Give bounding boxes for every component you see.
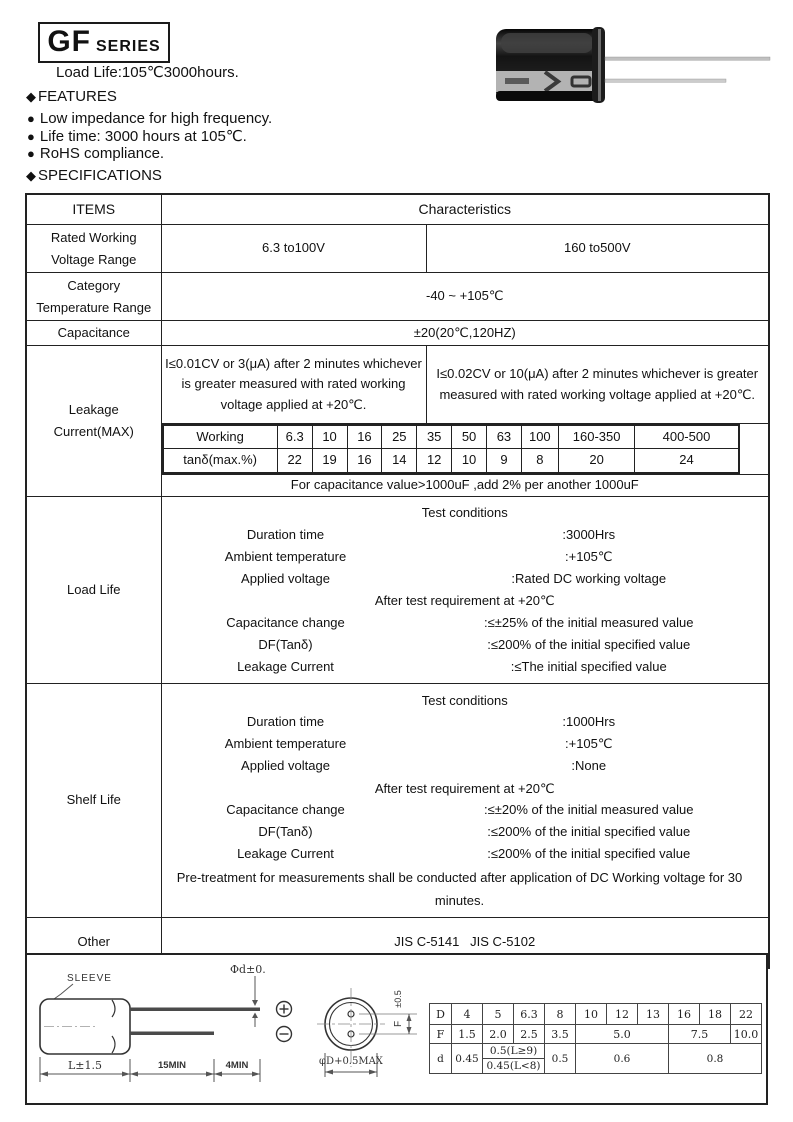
category-value-cell: -40 ~ +105℃ <box>161 273 769 321</box>
specifications-heading-label: SPECIFICATIONS <box>38 167 162 184</box>
spec-value: :+105℃ <box>565 548 613 564</box>
dim-d-value: 0.45(L<8) <box>483 1059 545 1074</box>
dim-d-value: 0.45 <box>452 1044 483 1074</box>
feature-text: Low impedance for high frequency. <box>39 110 273 128</box>
dim-row-F <box>430 1025 762 1044</box>
leakage-note-cell: For capacitance value>1000uF ,add 2% per another 1000uF <box>161 475 769 497</box>
spec-value: :≤200% of the initial specified value <box>487 636 691 652</box>
spec-line <box>162 844 769 866</box>
dim-D-value: 10 <box>576 1004 607 1025</box>
tan-values-row <box>163 449 739 474</box>
feature-text: RoHS compliance. <box>39 145 165 163</box>
spec-key: Duration time <box>246 714 325 730</box>
spec-line <box>162 734 769 756</box>
dim-row-D <box>430 1004 762 1025</box>
voltage-col: 63 <box>487 425 522 449</box>
spec-line <box>162 568 769 590</box>
voltage-label-line1: Rated Working <box>50 229 137 245</box>
lead-length-dim: 15MIN <box>158 1060 186 1071</box>
tan-delta-table <box>162 424 740 474</box>
dim-d-value: 0.5 <box>545 1044 576 1074</box>
tan-value: 10 <box>452 449 487 474</box>
category-label-cell <box>26 273 161 321</box>
spec-value: :3000Hrs <box>562 526 616 542</box>
dim-d-value: 0.6 <box>576 1044 669 1074</box>
features-heading-label: FEATURES <box>38 88 117 105</box>
test-conditions-title: Test conditions <box>421 692 508 708</box>
series-title-sub: SERIES <box>95 38 161 55</box>
capacitor-photo <box>488 20 788 110</box>
spec-key: Applied voltage <box>241 758 330 774</box>
spec-line <box>162 712 769 734</box>
tan-value: 16 <box>347 449 382 474</box>
spec-value: :≤The initial specified value <box>510 658 667 674</box>
load-life-label-cell: Load Life <box>26 497 161 684</box>
lead-tip-dim: 4MIN <box>225 1060 249 1071</box>
spec-key: Ambient temperature <box>224 736 347 752</box>
dim-D-value: 8 <box>545 1004 576 1025</box>
dim-label-F: F <box>430 1025 452 1044</box>
dim-F-value: 10.0 <box>731 1025 762 1044</box>
tan-value: 19 <box>312 449 347 474</box>
lead-spacing-label: F <box>393 1020 404 1028</box>
spec-value: :≤±20% of the initial measured value <box>484 802 694 818</box>
feature-item <box>27 145 272 163</box>
features-heading <box>26 88 117 105</box>
pretreatment-note: Pre-treatment for measurements shall be conducted after application of DC Working voltage for 30 minutes. <box>176 869 743 908</box>
dim-d-value: 0.8 <box>669 1044 762 1074</box>
bullet-icon: ● <box>27 111 35 127</box>
spec-value: :≤200% of the initial specified value <box>487 846 691 862</box>
dim-D-value: 12 <box>607 1004 638 1025</box>
specifications-heading <box>26 167 162 184</box>
after-test-title: After test requirement at +20℃ <box>374 780 555 796</box>
spec-value: :Rated DC working voltage <box>511 570 667 586</box>
lead-positive-drawing <box>130 1008 260 1012</box>
other-value-cell: JIS C-5141 JIS C-5102 <box>161 918 769 969</box>
voltage-col: 25 <box>382 425 417 449</box>
voltage-label-line2: Voltage Range <box>51 251 137 267</box>
dim-F-value: 5.0 <box>576 1025 669 1044</box>
spec-value: :+105℃ <box>565 736 613 752</box>
tan-value: 8 <box>521 449 558 474</box>
tan-value: 22 <box>277 449 312 474</box>
leakage-label-line1: Leakage <box>68 402 119 417</box>
front-diameter-label: φD+0.5MAX <box>319 1056 383 1067</box>
tan-value: 12 <box>417 449 452 474</box>
dim-D-value: 16 <box>669 1004 700 1025</box>
voltage-label-cell <box>26 225 161 273</box>
voltage-col: 35 <box>417 425 452 449</box>
spec-value: :1000Hrs <box>562 714 616 730</box>
voltage-col: 6.3 <box>277 425 312 449</box>
lead-diameter-label: Φd±0. <box>230 963 266 976</box>
spec-key: Ambient temperature <box>224 548 347 564</box>
spec-line <box>162 656 769 678</box>
spec-row-shelf-life <box>26 684 769 918</box>
series-title-box <box>38 22 170 63</box>
leakage-label-cell <box>26 346 161 497</box>
category-label-line2: Temperature Range <box>36 299 152 315</box>
shelf-life-label-cell: Shelf Life <box>26 684 161 918</box>
voltage-col: 50 <box>452 425 487 449</box>
body-length-dim: L±1.5 <box>67 1059 103 1072</box>
test-conditions-title: Test conditions <box>421 505 508 520</box>
leakage-low-cell: I≤0.01CV or 3(μA) after 2 minutes whichever is greater measured with rated working voltage applied at +20℃. <box>161 346 426 424</box>
spec-value: :≤200% of the initial specified value <box>487 824 691 840</box>
features-list <box>27 110 272 163</box>
tan-value: 20 <box>558 449 635 474</box>
dim-row-d <box>430 1044 762 1059</box>
voltage-col: 160-350 <box>558 425 635 449</box>
spec-line <box>162 634 769 656</box>
lead-positive <box>605 57 770 60</box>
sleeve-label: SLEEVE <box>67 973 112 984</box>
dimension-drawing-box <box>25 953 768 1105</box>
specifications-table <box>25 193 770 969</box>
leakage-label-line2: Current(MAX) <box>53 424 134 439</box>
capacitance-value-cell: ±20(20℃,120HZ) <box>161 321 769 346</box>
bullet-icon: ● <box>27 146 35 162</box>
dim-F-value: 2.5 <box>514 1025 545 1044</box>
spec-line <box>162 756 769 778</box>
other-label-cell: Other <box>26 918 161 969</box>
dimension-table <box>429 1003 762 1074</box>
dim-F-value: 7.5 <box>669 1025 731 1044</box>
dim-D-value: 5 <box>483 1004 514 1025</box>
spec-line <box>162 524 769 546</box>
load-life-subtitle: Load Life:105℃3000hours. <box>56 64 239 81</box>
leakage-high-cell: I≤0.02CV or 10(μA) after 2 minutes whichever is greater measured with rated working voltage applied at +20℃. <box>426 346 769 424</box>
spec-key: DF(Tanδ) <box>258 824 313 840</box>
dim-D-value: 22 <box>731 1004 762 1025</box>
spec-key: DF(Tanδ) <box>258 636 313 652</box>
voltage-col: 16 <box>347 425 382 449</box>
bullet-icon: ● <box>27 128 35 144</box>
characteristics-header-cell: Characteristics <box>161 194 769 225</box>
capacitor-outline-drawing <box>27 955 447 1101</box>
dim-D-value: 4 <box>452 1004 483 1025</box>
voltage-low-cell: 6.3 to100V <box>161 225 426 273</box>
after-test-title: After test requirement at +20℃ <box>374 593 555 608</box>
voltage-col: 100 <box>521 425 558 449</box>
tan-value: 14 <box>382 449 417 474</box>
spec-key: Capacitance change <box>226 614 345 630</box>
working-label-cell: Working <box>163 425 278 449</box>
items-header-cell: ITEMS <box>26 194 161 225</box>
spec-value: :None <box>571 758 607 774</box>
lead-spacing-tolerance: ±0.5 <box>393 990 403 1008</box>
tan-header-row <box>163 425 739 449</box>
series-title-main: GF <box>47 25 91 58</box>
dim-D-value: 13 <box>638 1004 669 1025</box>
category-label-line1: Category <box>67 277 121 293</box>
dim-F-value: 2.0 <box>483 1025 514 1044</box>
spec-row-load-life <box>26 497 769 684</box>
dim-D-value: 18 <box>700 1004 731 1025</box>
polarity-minus-icon <box>277 1027 292 1042</box>
voltage-col: 10 <box>312 425 347 449</box>
voltage-col: 400-500 <box>635 425 739 449</box>
dim-label-d: d <box>430 1044 452 1074</box>
spec-line <box>162 822 769 844</box>
dim-D-value: 6.3 <box>514 1004 545 1025</box>
diamond-icon: ◆ <box>26 88 36 104</box>
shelf-life-content-cell <box>161 684 769 918</box>
dim-label-D: D <box>430 1004 452 1025</box>
voltage-high-cell: 160 to500V <box>426 225 769 273</box>
spec-line <box>162 546 769 568</box>
spec-key: Leakage Current <box>237 846 334 862</box>
dim-d-value: 0.5(L≥9) <box>483 1044 545 1059</box>
spec-row-voltage <box>26 225 769 273</box>
tan-value: 9 <box>487 449 522 474</box>
tan-value: 24 <box>635 449 739 474</box>
spec-row-leakage <box>26 346 769 424</box>
feature-text: Life time: 3000 hours at 105℃. <box>39 128 247 146</box>
spec-header-row <box>26 194 769 225</box>
spec-key: Applied voltage <box>241 570 330 586</box>
tan-label-cell: tanδ(max.%) <box>163 449 278 474</box>
capacitance-label-cell: Capacitance <box>26 321 161 346</box>
lead-negative <box>605 79 726 82</box>
polarity-plus-icon <box>277 1002 292 1017</box>
spec-line <box>162 800 769 822</box>
spec-key: Duration time <box>246 526 325 542</box>
dim-F-value: 1.5 <box>452 1025 483 1044</box>
dim-F-value: 3.5 <box>545 1025 576 1044</box>
diamond-icon: ◆ <box>26 167 36 183</box>
lead-negative-drawing <box>130 1032 214 1036</box>
spec-row-capacitance <box>26 321 769 346</box>
spec-key: Capacitance change <box>226 802 345 818</box>
feature-item <box>27 128 272 146</box>
spec-line <box>162 612 769 634</box>
spec-value: :≤±25% of the initial measured value <box>484 614 694 630</box>
spec-row-category-temp <box>26 273 769 321</box>
load-life-content-cell <box>161 497 769 684</box>
tan-delta-table-holder <box>161 424 769 475</box>
spec-key: Leakage Current <box>237 658 334 674</box>
feature-item <box>27 110 272 128</box>
